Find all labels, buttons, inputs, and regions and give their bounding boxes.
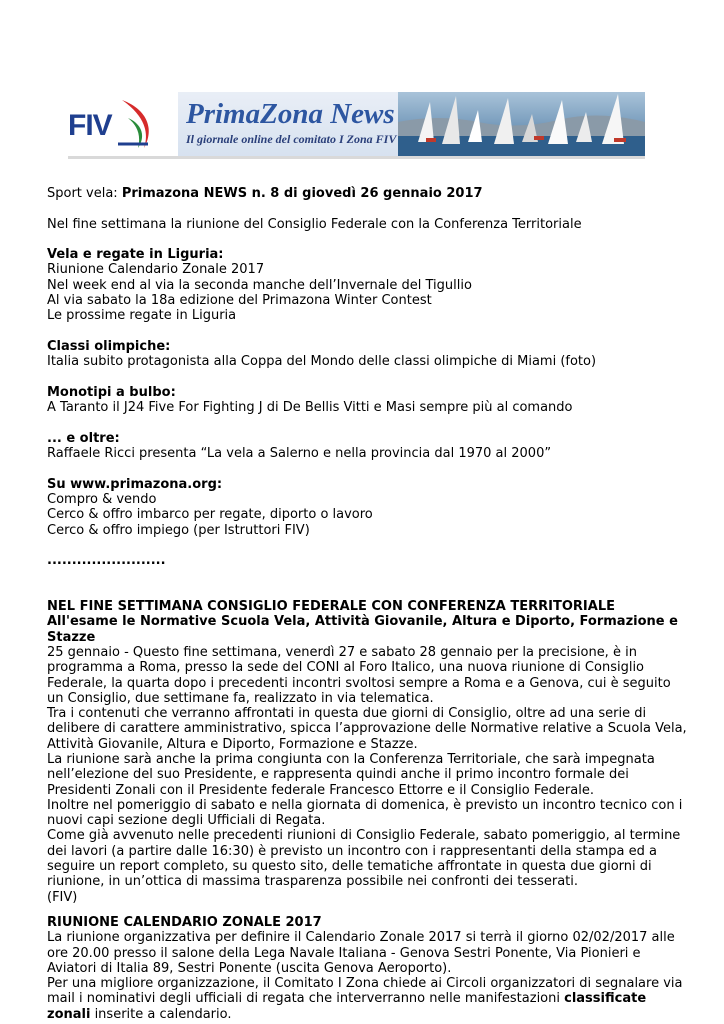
sailboats-image [398,92,645,156]
section-heading: ... e oltre: [47,430,120,446]
section-item: Italia subito protagonista alla Coppa del Mondo delle classi olimpiche di Miami (foto) [47,354,597,370]
section-item: Raffaele Ricci presenta “La vela a Salerno e nella provincia dal 1970 al 2000” [47,446,552,462]
section-heading: Monotipi a bulbo: [47,384,176,400]
banner-title: PrimaZona News [186,98,395,130]
separator: ........................ [47,553,166,569]
banner-subtitle: Il giornale online del comitato I Zona FIV [186,132,397,146]
section-item: Riunione Calendario Zonale 2017 [47,262,265,278]
article-paragraph: La riunione organizzativa per definire il Calendario Zonale 2017 si terrà il giorno 02/02/2017 alle ore 20.00 presso il salone della Lega Navale Italiana - Genova Sestri Ponente, Via Pionieri e Aviatori di Italia 89, Sestri Ponente (uscita Genova Aeroporto). [47,930,675,976]
article-source: (FIV) [47,889,78,905]
section-item: A Taranto il J24 Five For Fighting J di De Bellis Vitti e Masi sempre più al comando [47,400,573,416]
section-item: Le prossime regate in Liguria [47,308,237,324]
article-paragraph: 25 gennaio - Questo fine settimana, venerdì 27 e sabato 28 gennaio per la precisione, è in programma a Roma, presso la sede del CONI al Foro Italico, una nuova riunione di Consiglio Federale, la quarta dopo i precedenti incontri svoltosi sempre a Roma e a Genova, cui è seguito un Consiglio, due settimane fa, realizzato in via telematica. [47,644,671,706]
fiv-logo-text: FIV [68,109,112,142]
section-item: Cerco & offro impiego (per Istruttori FIV) [47,522,310,538]
issue-title: Primazona NEWS n. 8 di giovedì 26 gennaio 2017 [121,186,483,201]
regatta-photo [398,92,645,156]
banner-title-area [178,92,398,156]
header-banner [68,92,645,159]
section-item: Compro & vendo [47,491,157,507]
article-paragraph: Inoltre nel pomeriggio di sabato e nella giornata di domenica, è previsto un incontro tecnico con i nuovi capi sezione degli Ufficiali di Regata. [47,797,683,829]
section-heading: Classi olimpiche: [47,338,171,354]
section-heading: Su www.primazona.org: [47,476,223,492]
section-heading: Vela e regate in Liguria: [47,247,224,263]
article-paragraph: La riunione sarà anche la prima congiunta con la Conferenza Territoriale, che sarà impegnata nell’elezione del suo Presidente, e rappresenta quindi anche il primo incontro formale dei Presidenti Zonali con il Presidente federale Francesco Ettorre e il Consiglio Federale. [47,751,655,798]
main-headline: Nel fine settimana la riunione del Consiglio Federale con la Conferenza Territoriale [47,216,582,232]
section-item: Cerco & offro imbarco per regate, diporto o lavoro [47,507,373,523]
article-paragraph: Tra i contenuti che verranno affrontati in questa due giorni di Consiglio, oltre ad una serie di delibere di carattere amministrativo, spicca l’approvazione delle Normative relative a Scuola Vela, Attività Giovanile, Altura e Diporto, Formazione e Stazze. [47,706,687,752]
article-subtitle: All'esame le Normative Scuola Vela, Attività Giovanile, Altura e Diporto, Formazione e Stazze [47,614,678,645]
article-title: RIUNIONE CALENDARIO ZONALE 2017 [47,914,322,930]
sail-logo-icon [114,96,164,152]
section-item: Nel week end al via la seconda manche dell’Invernale del Tigullio [47,277,472,293]
section-item: Al via sabato la 18a edizione del Primazona Winter Contest [47,293,432,309]
newsletter-body [47,186,687,1022]
article-paragraph: Per una migliore organizzazione, il Comitato I Zona chiede ai Circoli organizzatori di segnalare via mail i nominativi degli ufficiali di regata che interverranno nelle manifestazioni classificate zonali inserite a calendario. [47,976,683,1022]
article-paragraph: Come già avvenuto nelle precedenti riunioni di Consiglio Federale, sabato pomeriggio, al termine dei lavori (a partire dalle 16:30) è previsto un incontro con i rappresentanti della stampa ed a seguire un report completo, su questo sito, delle tematiche affrontate in questa due giorni di riunione, in un’ottica di massima trasparenza possibile nei confronti dei tesserati. [47,828,681,890]
article-title: NEL FINE SETTIMANA CONSIGLIO FEDERALE CON CONFERENZA TERRITORIALE [47,599,615,615]
issue-line: Sport vela: Primazona NEWS n. 8 di giovedì 26 gennaio 2017 [47,186,483,201]
fiv-logo [68,92,178,156]
